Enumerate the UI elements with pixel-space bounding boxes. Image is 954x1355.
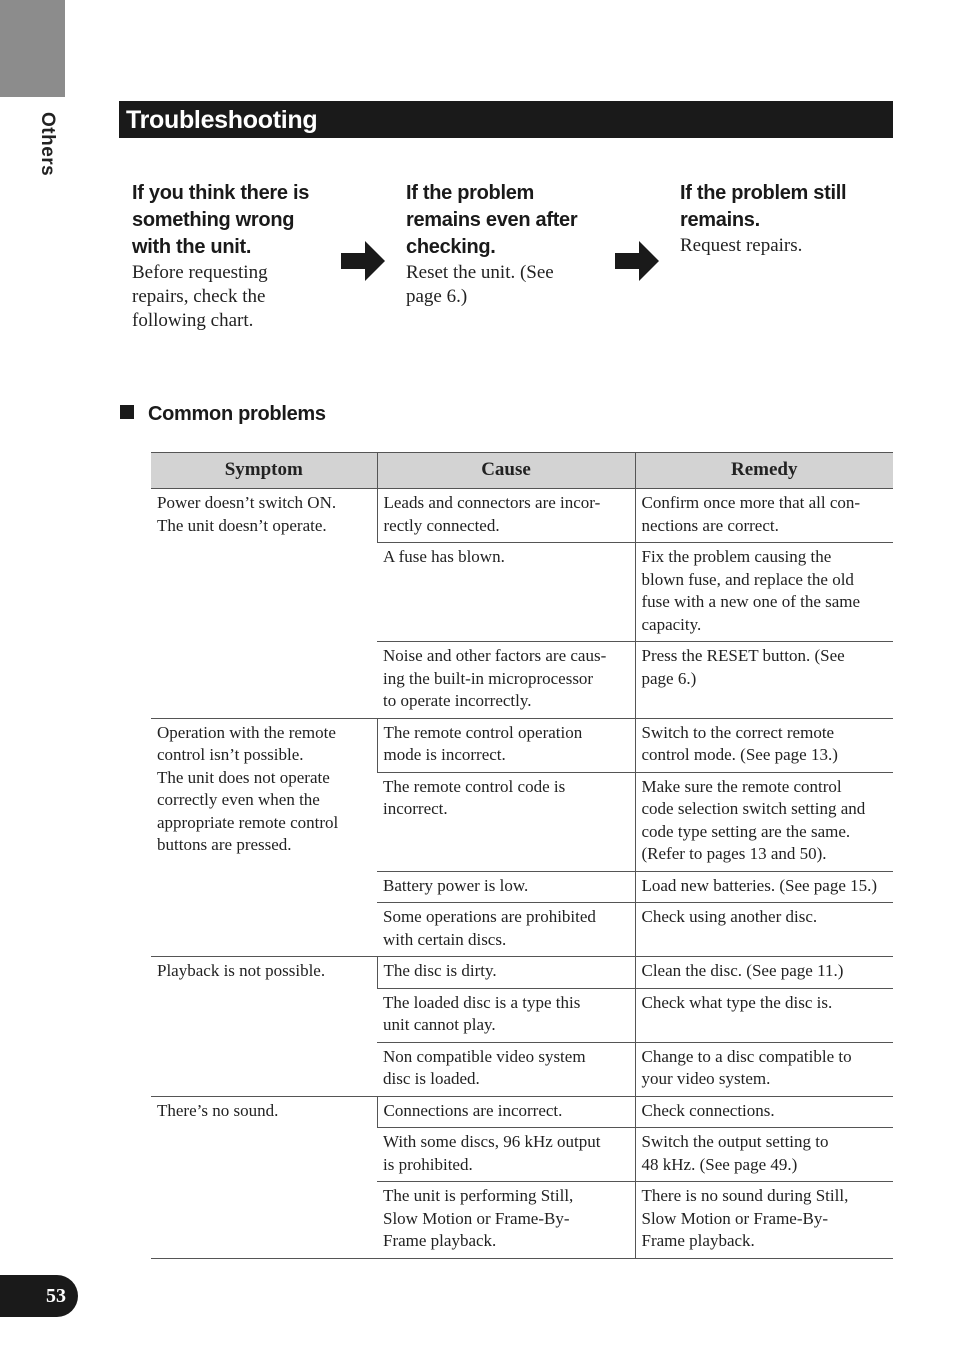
- remedy-cell: There is no sound during Still, Slow Motion or Frame-By- Frame playback.: [635, 1182, 893, 1259]
- cause-cell: With some discs, 96 kHz output is prohibited.: [377, 1128, 635, 1182]
- column-header-cause: Cause: [377, 453, 635, 489]
- cause-cell: Leads and connectors are incor- rectly connected.: [377, 489, 635, 543]
- section-tab-label: Others: [37, 112, 58, 177]
- step-3-heading: If the problem still remains.: [680, 182, 847, 231]
- remedy-cell: Switch the output setting to 48 kHz. (See page 49.): [635, 1128, 893, 1182]
- step-2-body: Reset the unit. (See page 6.): [406, 262, 554, 307]
- step-1-body: Before requesting repairs, check the following chart.: [132, 262, 268, 331]
- step-3: [680, 180, 880, 258]
- cause-cell: Non compatible video system disc is loaded.: [377, 1042, 635, 1096]
- remedy-cell: Check connections.: [635, 1096, 893, 1128]
- step-3-body: Request repairs.: [680, 235, 803, 256]
- cause-cell: Connections are incorrect.: [377, 1096, 635, 1128]
- symptom-cell: Operation with the remote control isn’t possible. The unit does not operate correctly even when the appropriate remote control buttons are pressed.: [151, 718, 377, 957]
- step-2: [406, 180, 606, 309]
- symptom-cell: Playback is not possible.: [151, 957, 377, 1097]
- cause-cell: The unit is performing Still, Slow Motion or Frame-By- Frame playback.: [377, 1182, 635, 1259]
- remedy-cell: Clean the disc. (See page 11.): [635, 957, 893, 989]
- cause-cell: The remote control operation mode is incorrect.: [377, 718, 635, 772]
- step-1: [132, 180, 332, 333]
- cause-cell: Some operations are prohibited with certain discs.: [377, 903, 635, 957]
- step-2-heading: If the problem remains even after checking.: [406, 182, 578, 258]
- symptom-cell: There’s no sound.: [151, 1096, 377, 1258]
- table-body: [151, 489, 893, 1259]
- remedy-cell: Load new batteries. (See page 15.): [635, 871, 893, 903]
- column-header-remedy: Remedy: [635, 453, 893, 489]
- table-row: [151, 718, 893, 772]
- symptom-cell: Power doesn’t switch ON. The unit doesn’t operate.: [151, 489, 377, 719]
- remedy-cell: Check what type the disc is.: [635, 988, 893, 1042]
- table-row: [151, 957, 893, 989]
- cause-cell: Battery power is low.: [377, 871, 635, 903]
- square-bullet-icon: [120, 405, 134, 419]
- remedy-cell: Confirm once more that all con- nections are correct.: [635, 489, 893, 543]
- cause-cell: The remote control code is incorrect.: [377, 772, 635, 871]
- remedy-cell: Check using another disc.: [635, 903, 893, 957]
- remedy-cell: Change to a disc compatible to your video system.: [635, 1042, 893, 1096]
- remedy-cell: Make sure the remote control code selection switch setting and code type setting are the same. (Refer to pages 13 and 50).: [635, 772, 893, 871]
- cause-cell: Noise and other factors are caus- ing the built-in microprocessor to operate incorrectly.: [377, 642, 635, 719]
- table-row: [151, 1096, 893, 1128]
- step-1-heading: If you think there is something wrong with the unit.: [132, 182, 310, 258]
- remedy-cell: Switch to the correct remote control mode. (See page 13.): [635, 718, 893, 772]
- troubleshooting-table: [151, 452, 893, 1259]
- arrow-right-icon: [615, 241, 659, 281]
- table-row: [151, 489, 893, 543]
- cause-cell: The loaded disc is a type this unit cannot play.: [377, 988, 635, 1042]
- arrow-right-icon: [341, 241, 385, 281]
- cause-cell: A fuse has blown.: [377, 543, 635, 642]
- page-title: Troubleshooting: [119, 101, 893, 138]
- page-number: 53: [0, 1275, 78, 1317]
- section-tab: [0, 0, 65, 97]
- table-header-row: [151, 453, 893, 489]
- remedy-cell: Press the RESET button. (See page 6.): [635, 642, 893, 719]
- remedy-cell: Fix the problem causing the blown fuse, and replace the old fuse with a new one of the same capacity.: [635, 543, 893, 642]
- column-header-symptom: Symptom: [151, 453, 377, 489]
- section-heading: [120, 400, 326, 428]
- cause-cell: The disc is dirty.: [377, 957, 635, 989]
- section-heading-text: Common problems: [148, 403, 326, 425]
